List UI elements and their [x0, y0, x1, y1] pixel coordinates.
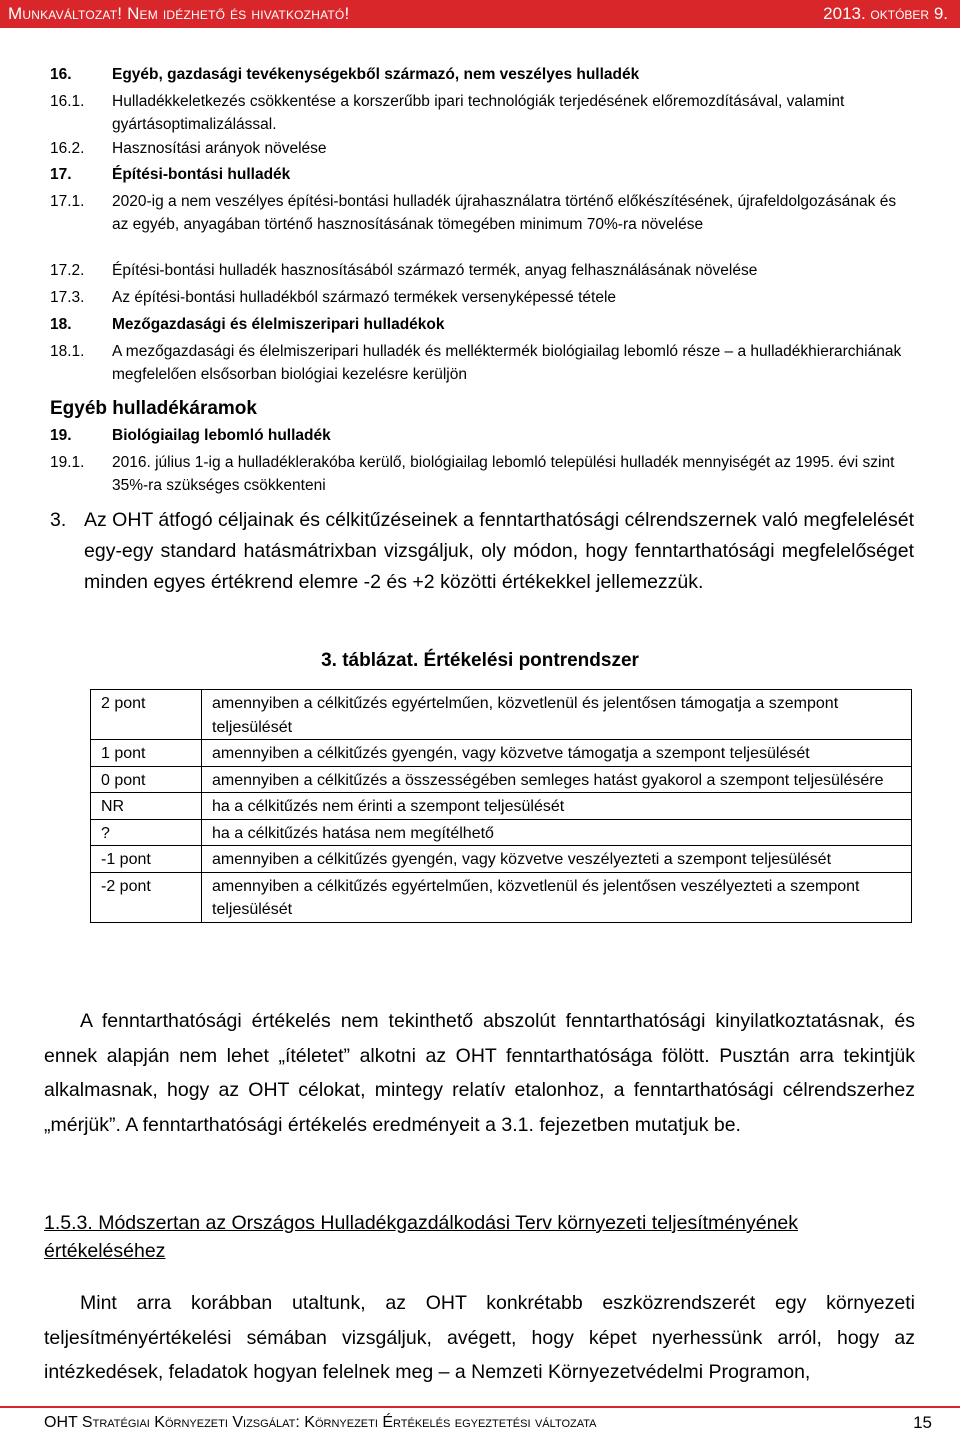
goal-text: 2016. július 1-ig a hulladéklerakóba kerülő, biológiailag lebomló települési hulladék mennyiségét az 1995. évi szint 35%-ra szükséges csökkenteni [112, 454, 895, 494]
score-cell: 1 pont [91, 740, 202, 767]
description-cell: ha a célkitűzés nem érinti a szempont teljesülését [202, 793, 912, 820]
table-row [91, 793, 912, 820]
score-cell: -2 pont [91, 872, 202, 922]
goal-item [50, 340, 910, 386]
score-cell: -1 pont [91, 846, 202, 873]
goal-item [50, 190, 910, 236]
goal-number: 19. [50, 427, 72, 444]
description-cell: amennyiben a célkitűzés gyengén, vagy közvetve veszélyezteti a szempont teljesülését [202, 846, 912, 873]
goal-number: 16.1. [50, 93, 85, 110]
goal-number: 16. [50, 66, 72, 83]
goal-item [50, 313, 910, 336]
goal-item [50, 137, 910, 160]
goal-item [50, 286, 910, 309]
footer-divider [0, 1406, 960, 1408]
assessment-paragraph: A fenntarthatósági értékelés nem tekinthető abszolút fenntarthatósági kinyilatkoztatásnak, és ennek alapján nem lehet „ítéletet” alkotni az OHT fenntarthatósága fölött. Pusztán arra tekintjük alkalmasnak, hogy az OHT célokat, mintegy relatív etalonhoz, a fenntarthatósági célrendszerhez „mérjük”. A fenntarthatósági értékelés eredményeit a 3.1. fejezetben mutatjuk be. [44, 1010, 915, 1136]
header-date: 2013. október 9. [823, 4, 948, 23]
methodology-paragraph: Mint arra korábban utaltunk, az OHT konkrétabb eszközrendszerét egy környezeti teljesítményértékelési sémában vizsgáljuk, avégett, hogy képet nyerhessünk arról, hogy az intézkedések, feladatok hogyan felelnek meg – a Nemzeti Környezetvédelmi Programon, [44, 1292, 915, 1383]
goal-item [50, 163, 910, 186]
section-heading-1-5-3: 1.5.3. Módszertan az Országos Hulladékgazdálkodási Terv környezeti teljesítményének értékeléséhez [44, 1212, 799, 1262]
table-row [91, 846, 912, 873]
goal-item [50, 424, 910, 447]
goal-number: 17. [50, 166, 72, 183]
description-cell: ha a célkitűzés hatása nem megítélhető [202, 819, 912, 846]
table-row [91, 819, 912, 846]
goal-number: 18.1. [50, 343, 85, 360]
description-cell: amennyiben a célkitűzés egyértelműen, közvetlenül és jelentősen veszélyezteti a szempont teljesülését [202, 872, 912, 922]
description-cell: amennyiben a célkitűzés gyengén, vagy közvetve támogatja a szempont teljesülését [202, 740, 912, 767]
score-cell: 0 pont [91, 766, 202, 793]
goal-number: 17.2. [50, 262, 85, 279]
table-row [91, 690, 912, 740]
goal-text: Hasznosítási arányok növelése [112, 140, 327, 157]
goal-item [50, 90, 910, 136]
goal-text: Hulladékkeletkezés csökkentése a korszerűbb ipari technológiák terjedésének előremozdításával, valamint gyártásoptimalizálással. [112, 93, 845, 133]
header-title: Munkaváltozat! Nem idézhető és hivatkozható! [8, 4, 350, 23]
goal-text: Építési-bontási hulladék hasznosításából származó termék, anyag felhasználásának növelése [112, 262, 758, 279]
score-cell: ? [91, 819, 202, 846]
table-row [91, 740, 912, 767]
goal-number: 19.1. [50, 454, 85, 471]
goal-text: Biológiailag lebomló hulladék [112, 427, 331, 444]
goal-text: Egyéb, gazdasági tevékenységekből származó, nem veszélyes hulladék [112, 66, 640, 83]
goal-text: 2020-ig a nem veszélyes építési-bontási hulladék újrahasználatra történő előkészítésének, újrafeldolgozásának és az egyéb, anyagában történő hasznosításának tömegében minimum 70%-ra növelése [112, 193, 897, 233]
goal-item [50, 63, 910, 86]
goal-text: Építési-bontási hulladék [112, 166, 291, 183]
paragraph-3-number: 3. [50, 509, 67, 531]
goal-number: 17.3. [50, 289, 85, 306]
goal-text: Mezőgazdasági és élelmiszeripari hulladékok [112, 316, 445, 333]
page-header [0, 0, 960, 28]
goal-number: 18. [50, 316, 72, 333]
table-row [91, 766, 912, 793]
table-row [91, 872, 912, 922]
paragraph-3 [50, 505, 914, 598]
paragraph-3-text: Az OHT átfogó céljainak és célkitűzéseinek a fenntarthatósági célrendszernek való megfelelését egy-egy standard hatásmátrixban vizsgáljuk, oly módon, hogy fenntarthatósági megfelelőséget minden egyes értékrend elemre -2 és +2 közötti értékekkel jellemezzük. [84, 509, 914, 593]
goal-number: 17.1. [50, 193, 85, 210]
description-cell: amennyiben a célkitűzés egyértelműen, közvetlenül és jelentősen támogatja a szempont teljesülését [202, 690, 912, 740]
score-cell: NR [91, 793, 202, 820]
scoring-table [90, 689, 912, 923]
footer-text: OHT Stratégiai Környezeti Vizsgálat: Környezeti Értékelés egyeztetési változata [44, 1414, 597, 1431]
goal-item [50, 451, 910, 497]
goal-text: Az építési-bontási hulladékból származó termékek versenyképessé tétele [112, 289, 617, 306]
score-cell: 2 pont [91, 690, 202, 740]
page-number: 15 [913, 1413, 932, 1432]
table-title: 3. táblázat. Értékelési pontrendszer [321, 650, 639, 671]
goal-item [50, 259, 910, 282]
description-cell: amennyiben a célkitűzés a összességében semleges hatást gyakorol a szempont teljesülésére [202, 766, 912, 793]
goal-number: 16.2. [50, 140, 85, 157]
goal-text: A mezőgazdasági és élelmiszeripari hulladék és melléktermék biológiailag lebomló része – a hulladékhierarchiának megfelelően elsősorban biológiai kezelésre kerüljön [112, 343, 902, 383]
other-waste-heading: Egyéb hulladékáramok [50, 398, 257, 419]
